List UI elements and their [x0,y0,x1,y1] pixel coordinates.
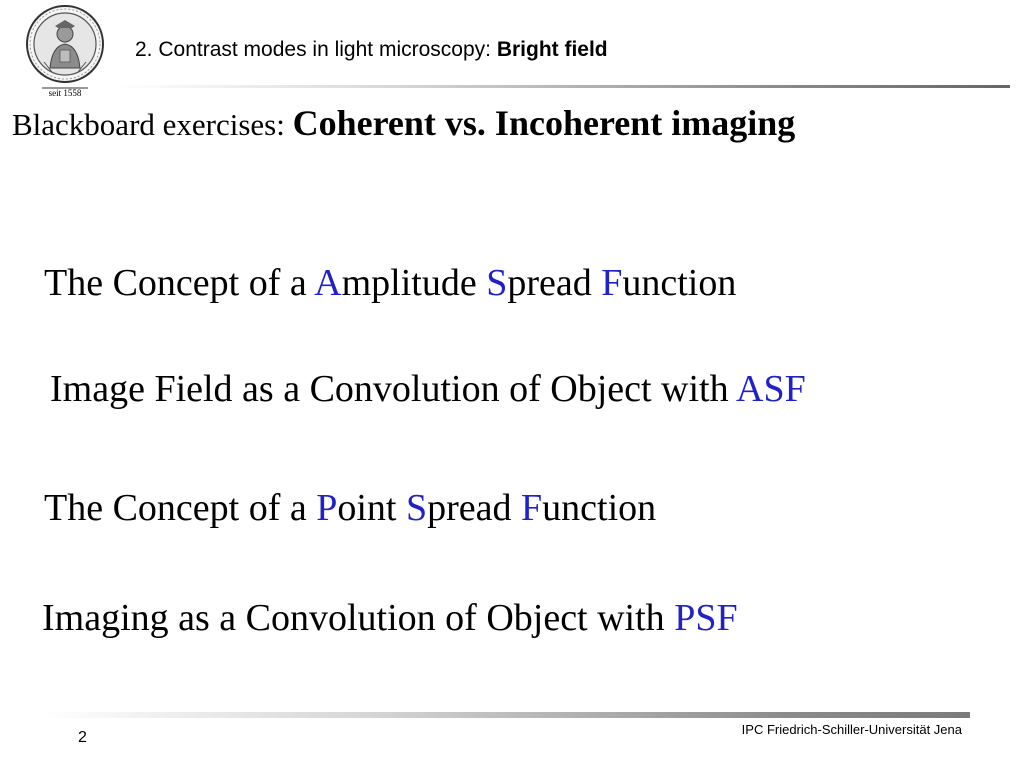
content-line-psf-concept [44,486,656,530]
seal-text: seit 1558 [48,88,82,98]
seal-icon [22,2,108,100]
slide-subtitle [12,102,795,144]
line-accent: ASF [736,368,806,410]
header-divider [114,85,1010,88]
header-title [135,38,608,62]
line-accent: F [521,487,543,529]
subtitle-lead: Blackboard exercises: [12,107,293,142]
line-text: oint [337,487,406,529]
line-text: pread [427,487,522,529]
footer-divider [40,712,970,718]
line-accent: PSF [674,597,738,639]
content-line-asf-concept [44,261,736,305]
line-accent: S [406,487,428,529]
line-text: unction [542,487,657,529]
line-text: The Concept of a [44,262,315,304]
university-seal-logo [22,2,108,100]
page-number: 2 [78,729,87,746]
line-text: The Concept of a [44,487,317,529]
header-title-bold: Bright field [496,38,608,61]
line-accent: P [316,487,338,529]
content-line-asf-convolution [50,367,806,411]
header-title-prefix: 2. Contrast modes in light microscopy: [135,38,497,61]
line-accent: F [601,262,623,304]
footer-organization: IPC Friedrich-Schiller-Universität Jena [741,722,962,737]
line-text: Image Field as a Convolution of Object with [50,368,737,410]
line-accent: A [314,262,342,304]
line-text: unction [622,262,737,304]
content-line-psf-convolution [42,596,738,640]
line-text: Imaging as a Convolution of Object with [42,597,675,639]
subtitle-bold: Coherent vs. Incoherent imaging [292,103,796,143]
line-text: mplitude [341,262,487,304]
line-accent: S [486,262,508,304]
line-text: pread [507,262,602,304]
